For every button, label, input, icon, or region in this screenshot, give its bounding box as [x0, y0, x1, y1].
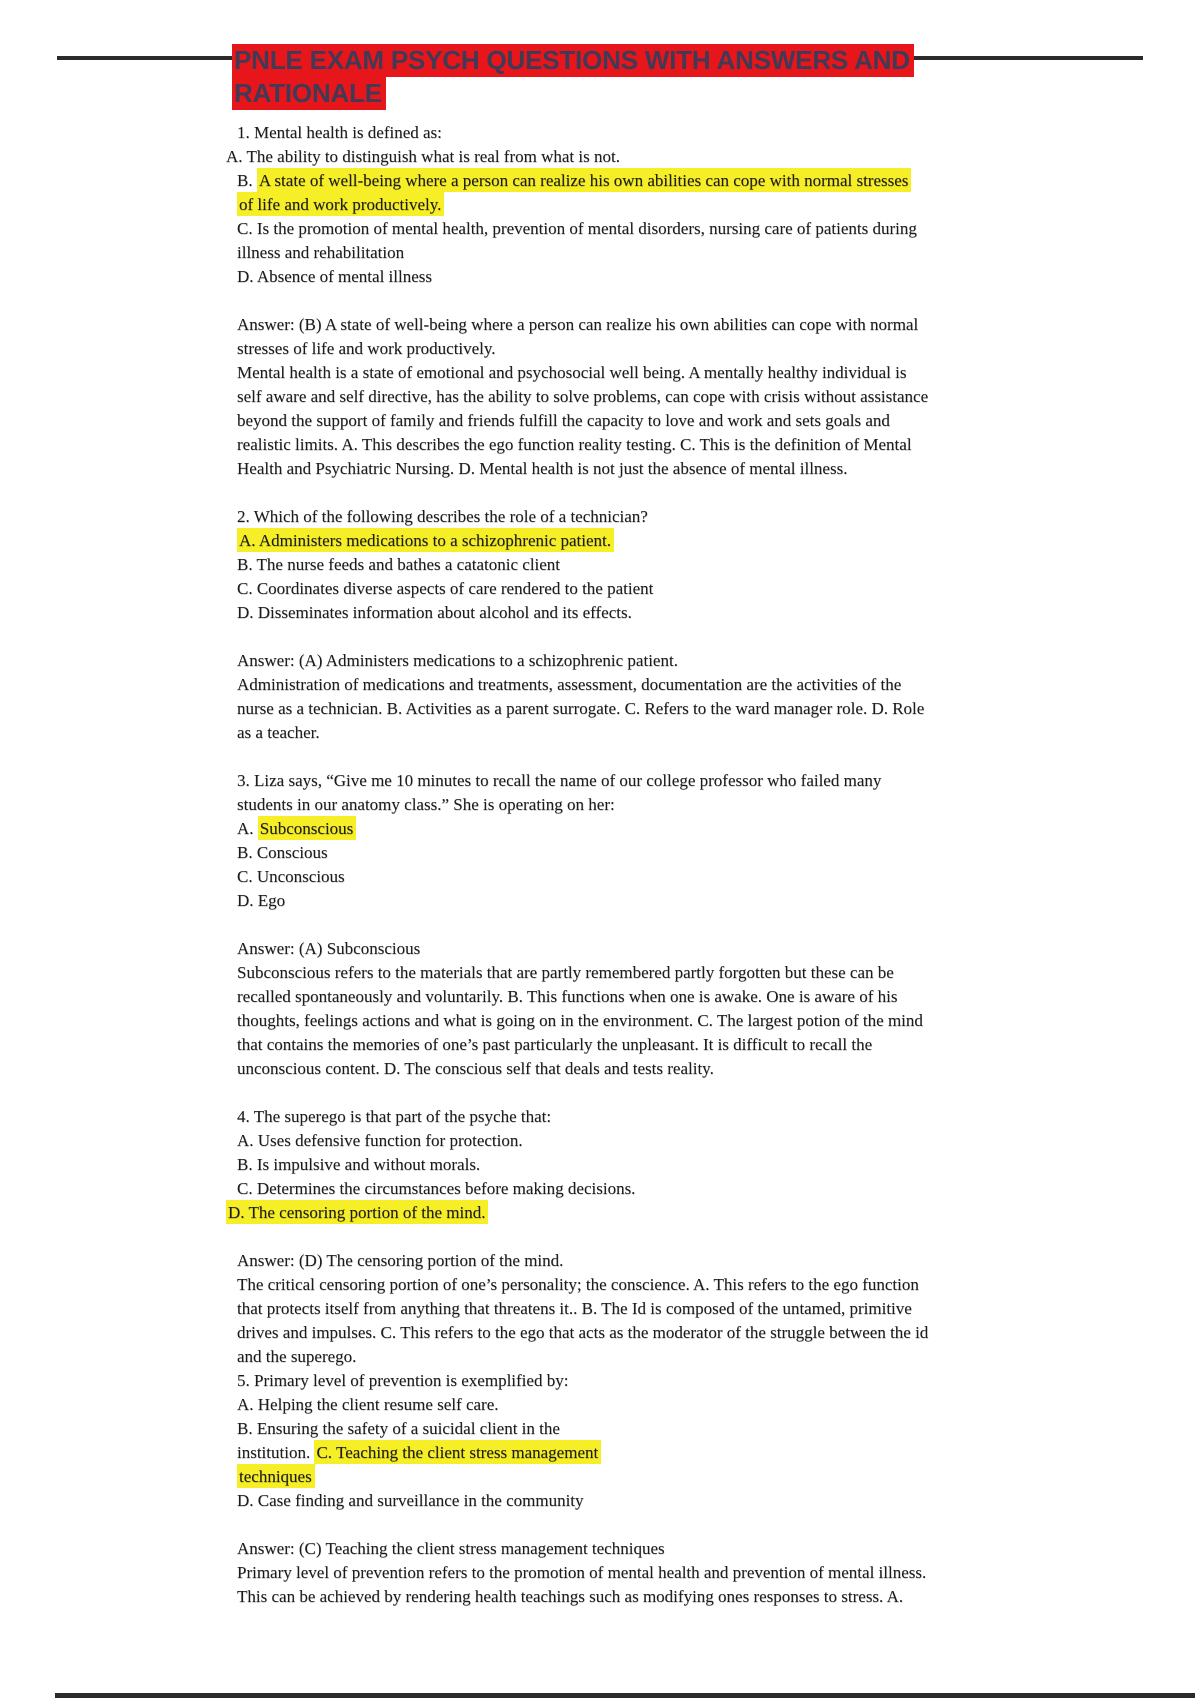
text-line	[0, 697, 1200, 721]
text-segment: that protects itself from anything that threatens it.. B. The Id is composed of the untamed, primitive	[237, 1299, 912, 1318]
blank-line	[0, 913, 1200, 937]
text-line	[0, 1369, 1200, 1393]
text-line	[0, 1393, 1200, 1417]
bottom-horizontal-rule	[55, 1693, 1195, 1698]
title-line-2: RATIONALE	[232, 77, 386, 110]
text-line	[0, 1153, 1200, 1177]
text-segment: Answer: (C) Teaching the client stress management techniques	[237, 1539, 665, 1558]
text-segment: stresses of life and work productively.	[237, 339, 496, 358]
text-segment: as a teacher.	[237, 723, 320, 742]
text-line	[0, 841, 1200, 865]
text-segment: D. Case finding and surveillance in the community	[237, 1491, 584, 1510]
text-line	[0, 1129, 1200, 1153]
text-segment: Mental health is a state of emotional and psychosocial well being. A mentally healthy individual is	[237, 363, 907, 382]
text-line	[0, 1057, 1200, 1081]
text-line	[0, 265, 1200, 289]
text-line	[0, 1009, 1200, 1033]
text-line	[0, 1105, 1200, 1129]
text-line	[0, 937, 1200, 961]
text-line	[0, 985, 1200, 1009]
text-segment: and the superego.	[237, 1347, 357, 1366]
text-line	[0, 385, 1200, 409]
text-segment: Answer: (B) A state of well-being where a person can realize his own abilities can cope with normal	[237, 315, 919, 334]
text-line	[0, 1345, 1200, 1369]
text-line	[0, 217, 1200, 241]
highlighted-text: C. Teaching the client stress management	[314, 1440, 601, 1464]
text-segment: that contains the memories of one’s past particularly the unpleasant. It is difficult to recall the	[237, 1035, 873, 1054]
highlighted-text: D. The censoring portion of the mind.	[226, 1200, 488, 1224]
text-segment: beyond the support of family and friends fulfill the capacity to love and work and sets goals and	[237, 411, 890, 430]
text-line	[0, 577, 1200, 601]
text-line	[0, 553, 1200, 577]
text-line	[0, 361, 1200, 385]
text-segment: B. Conscious	[237, 843, 328, 862]
text-segment: B. Ensuring the safety of a suicidal client in the	[237, 1419, 560, 1438]
text-segment: 5. Primary level of prevention is exemplified by:	[237, 1371, 569, 1390]
text-line	[0, 1297, 1200, 1321]
document-title	[232, 44, 914, 110]
text-line	[0, 1441, 1200, 1465]
text-line	[0, 1489, 1200, 1513]
title-line-1: PNLE EXAM PSYCH QUESTIONS WITH ANSWERS AND	[232, 44, 914, 77]
blank-line	[0, 625, 1200, 649]
text-line	[0, 433, 1200, 457]
blank-line	[0, 1225, 1200, 1249]
text-segment: A. Uses defensive function for protection.	[237, 1131, 523, 1150]
text-segment: D. Absence of mental illness	[237, 267, 432, 286]
blank-line	[0, 745, 1200, 769]
highlighted-text: A. Administers medications to a schizophrenic patient.	[237, 528, 614, 552]
text-segment: B. Is impulsive and without morals.	[237, 1155, 481, 1174]
text-segment: A. Helping the client resume self care.	[237, 1395, 499, 1414]
text-line	[0, 1561, 1200, 1585]
text-segment: Health and Psychiatric Nursing. D. Mental health is not just the absence of mental illness.	[237, 459, 848, 478]
text-segment: drives and impulses. C. This refers to the ego that acts as the moderator of the struggle between the id	[237, 1323, 929, 1342]
text-line	[0, 529, 1200, 553]
text-segment: students in our anatomy class.” She is operating on her:	[237, 795, 615, 814]
text-line	[0, 961, 1200, 985]
text-segment: Primary level of prevention refers to the promotion of mental health and prevention of mental illness.	[237, 1563, 927, 1582]
text-line	[0, 409, 1200, 433]
text-line	[0, 649, 1200, 673]
text-segment: C. Is the promotion of mental health, prevention of mental disorders, nursing care of patients during	[237, 219, 917, 238]
text-segment: nurse as a technician. B. Activities as a parent surrogate. C. Refers to the ward manager role. D. Role	[237, 699, 925, 718]
text-segment: realistic limits. A. This describes the ego function reality testing. C. This is the definition of Mental	[237, 435, 912, 454]
document-body	[0, 121, 1200, 1609]
text-line	[0, 145, 1200, 169]
text-segment: 3. Liza says, “Give me 10 minutes to recall the name of our college professor who failed many	[237, 771, 882, 790]
blank-line	[0, 1513, 1200, 1537]
text-segment: 2. Which of the following describes the role of a technician?	[237, 507, 648, 526]
text-line	[0, 793, 1200, 817]
text-line	[0, 1033, 1200, 1057]
text-line	[0, 313, 1200, 337]
text-segment: Answer: (A) Subconscious	[237, 939, 421, 958]
text-segment: unconscious content. D. The conscious self that deals and tests reality.	[237, 1059, 714, 1078]
text-segment: self aware and self directive, has the ability to solve problems, can cope with crisis without assistance	[237, 387, 929, 406]
text-line	[0, 817, 1200, 841]
highlighted-text: A state of well-being where a person can realize his own abilities can cope with normal stresses	[257, 168, 912, 192]
text-segment: B.	[237, 171, 257, 190]
text-line	[0, 1321, 1200, 1345]
text-line	[0, 121, 1200, 145]
text-segment: 4. The superego is that part of the psyche that:	[237, 1107, 552, 1126]
text-line	[0, 1417, 1200, 1441]
text-segment: A.	[237, 819, 258, 838]
text-line	[0, 1537, 1200, 1561]
text-line	[0, 721, 1200, 745]
highlighted-text: of life and work productively.	[237, 192, 444, 216]
text-line	[0, 505, 1200, 529]
text-line	[0, 601, 1200, 625]
text-line	[0, 1273, 1200, 1297]
text-segment: D. Ego	[237, 891, 286, 910]
text-segment: D. Disseminates information about alcohol and its effects.	[237, 603, 632, 622]
text-line	[0, 241, 1200, 265]
text-line	[0, 193, 1200, 217]
text-segment: thoughts, feelings actions and what is going on in the environment. C. The largest potion of the mind	[237, 1011, 923, 1030]
blank-line	[0, 289, 1200, 313]
text-segment: B. The nurse feeds and bathes a catatonic client	[237, 555, 561, 574]
text-line	[0, 673, 1200, 697]
text-line	[0, 769, 1200, 793]
text-segment: C. Unconscious	[237, 867, 345, 886]
text-line	[0, 1465, 1200, 1489]
text-line	[0, 1249, 1200, 1273]
text-line	[0, 889, 1200, 913]
highlighted-text: techniques	[237, 1464, 315, 1488]
text-line	[0, 337, 1200, 361]
blank-line	[0, 481, 1200, 505]
text-segment: The critical censoring portion of one’s personality; the conscience. A. This refers to the ego function	[237, 1275, 919, 1294]
blank-line	[0, 1081, 1200, 1105]
text-line	[0, 457, 1200, 481]
text-segment: C. Determines the circumstances before making decisions.	[237, 1179, 636, 1198]
text-segment: institution.	[237, 1443, 315, 1462]
text-line	[0, 1177, 1200, 1201]
text-segment: Answer: (A) Administers medications to a schizophrenic patient.	[237, 651, 678, 670]
text-segment: Subconscious refers to the materials that are partly remembered partly forgotten but these can be	[237, 963, 894, 982]
text-line	[0, 1201, 1200, 1225]
text-segment: recalled spontaneously and voluntarily. B. This functions when one is awake. One is aware of his	[237, 987, 898, 1006]
text-segment: C. Coordinates diverse aspects of care rendered to the patient	[237, 579, 654, 598]
text-line	[0, 169, 1200, 193]
text-segment: Answer: (D) The censoring portion of the mind.	[237, 1251, 564, 1270]
text-segment: illness and rehabilitation	[237, 243, 405, 262]
text-segment: This can be achieved by rendering health teachings such as modifying ones responses to stress. A.	[237, 1587, 904, 1606]
highlighted-text: Subconscious	[258, 816, 357, 840]
text-line	[0, 865, 1200, 889]
text-segment: A. The ability to distinguish what is real from what is not.	[226, 147, 620, 166]
text-line	[0, 1585, 1200, 1609]
text-segment: Administration of medications and treatments, assessment, documentation are the activities of the	[237, 675, 902, 694]
text-segment: 1. Mental health is defined as:	[237, 123, 442, 142]
